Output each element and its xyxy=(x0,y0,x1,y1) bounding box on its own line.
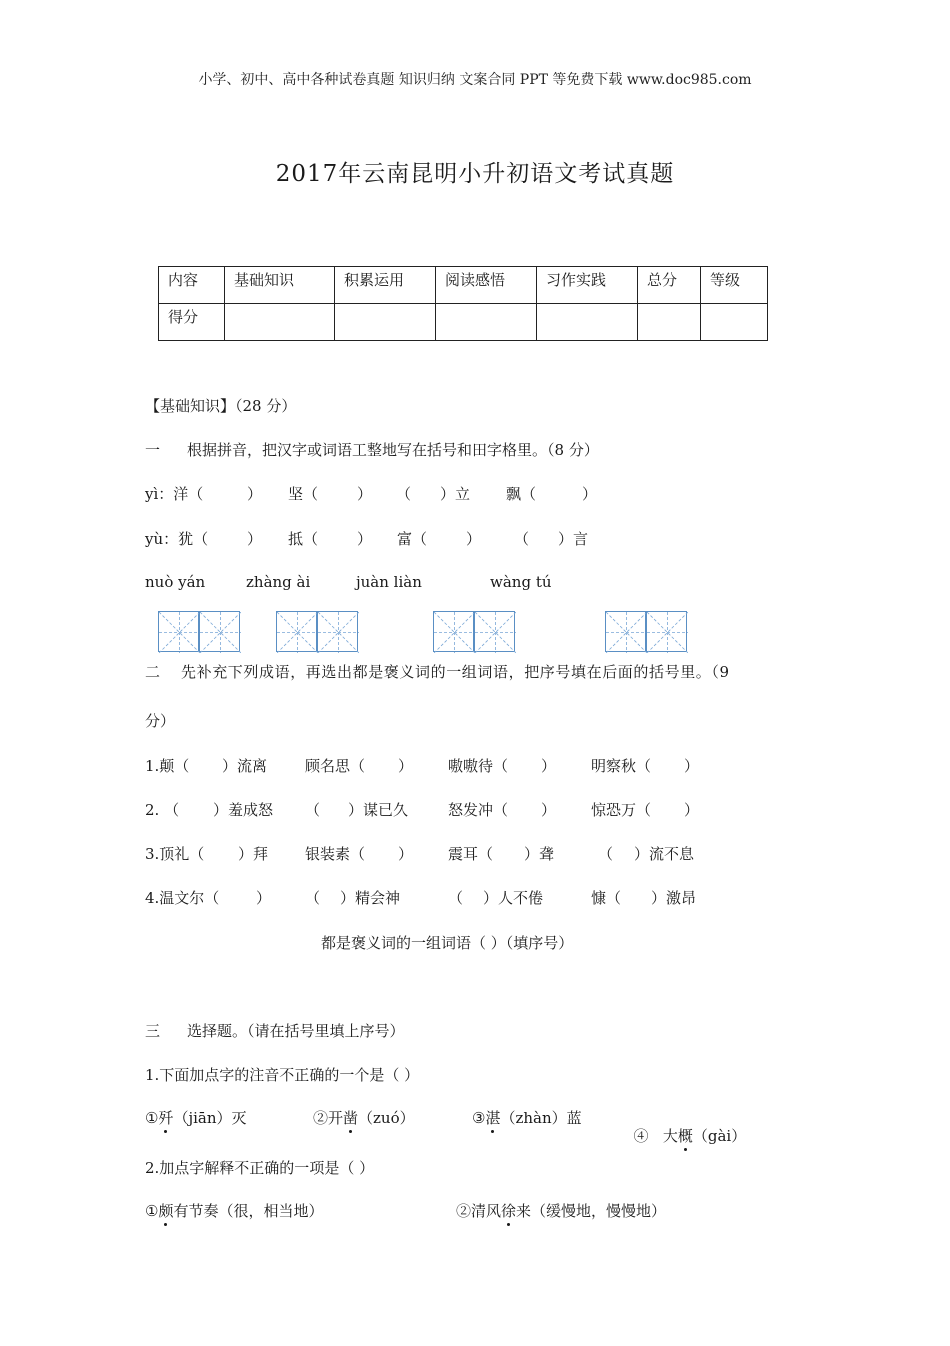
q2-part: ） xyxy=(256,889,272,907)
q3-sub1-option-2 xyxy=(313,1107,415,1128)
q1-yi-part: ） xyxy=(247,485,263,503)
q2-part: （ xyxy=(305,801,321,819)
option-marker: ① xyxy=(145,1109,159,1127)
q2-part: 震耳（ xyxy=(448,845,494,863)
option-text: （zhàn）蓝 xyxy=(500,1109,582,1127)
tianzige-cell[interactable] xyxy=(646,611,687,652)
score-cell[interactable] xyxy=(537,304,638,341)
tianzige-guide-icon xyxy=(434,612,475,653)
score-table-header-row xyxy=(159,267,768,304)
q1-yi-part: ） xyxy=(582,485,598,503)
q1-yi-part: ）立 xyxy=(440,485,471,503)
option-marker: ④ 大 xyxy=(633,1127,678,1145)
option-text: 来（缓慢地，慢慢地） xyxy=(516,1202,667,1220)
q1-yi-part: （ xyxy=(396,485,412,503)
q1-yi-part: 飘（ xyxy=(506,485,537,503)
q2-part: ）激昂 xyxy=(651,889,697,907)
tianzige-guide-icon xyxy=(159,612,200,653)
q3-instruction: 选择题。（请在括号里填上序号） xyxy=(187,1022,405,1040)
tianzige-guide-icon xyxy=(647,612,688,653)
q2-instruction-cont: 分） xyxy=(145,712,176,730)
q2-part: ） xyxy=(684,801,700,819)
score-table-header-cell: 习作实践 xyxy=(537,267,638,304)
score-cell[interactable] xyxy=(638,304,701,341)
q2-part: 怒发冲（ xyxy=(448,801,509,819)
option-text: （jiān）灭 xyxy=(173,1109,247,1127)
q1-yu-part: 抵（ xyxy=(288,530,319,548)
tianzige-cell[interactable] xyxy=(317,611,358,652)
score-table-header-cell: 内容 xyxy=(159,267,225,304)
q2-part: 惊恐万（ xyxy=(591,801,652,819)
score-table-header-cell: 积累运用 xyxy=(335,267,436,304)
q2-part: ）聋 xyxy=(524,845,555,863)
score-table xyxy=(158,266,768,341)
q3-sub1-option-1 xyxy=(145,1107,247,1128)
page-title: 2017年云南昆明小升初语文考试真题 xyxy=(275,161,675,187)
option-text: （zuó） xyxy=(358,1109,415,1127)
q1-yu-part: ） xyxy=(357,530,373,548)
q3-sub2-option-2 xyxy=(456,1200,666,1221)
tianzige-cell[interactable] xyxy=(276,611,317,652)
section-label: 【基础知识】（28 分） xyxy=(145,397,297,415)
q1-yi-part: yì：洋（ xyxy=(145,485,204,503)
q1-yu-part: ） xyxy=(466,530,482,548)
q2-part: （ xyxy=(598,845,614,863)
dotted-char: 歼 xyxy=(158,1109,174,1127)
q1-instruction: 根据拼音，把汉字或词语工整地写在括号和田字格里。（8 分） xyxy=(187,441,599,459)
tianzige-grid-row xyxy=(0,611,950,655)
q1-yi-part: 坚（ xyxy=(288,485,319,503)
tianzige-guide-icon xyxy=(318,612,359,653)
dotted-char: 概 xyxy=(677,1127,693,1145)
q2-part: 银装素（ xyxy=(305,845,366,863)
q2-part: 4.温文尔（ xyxy=(145,889,220,907)
q2-part: ） xyxy=(398,757,414,775)
q2-part: ）谋已久 xyxy=(348,801,409,819)
q2-part: （ xyxy=(305,889,321,907)
q2-part: ）流离 xyxy=(222,757,268,775)
score-table-header-cell: 等级 xyxy=(701,267,768,304)
option-marker: ③ xyxy=(472,1109,486,1127)
q2-part: ）羞成怒 xyxy=(213,801,274,819)
q1-yu-part: ）言 xyxy=(558,530,589,548)
q2-part: ）流不息 xyxy=(634,845,695,863)
option-marker: ① xyxy=(145,1202,159,1220)
option-marker: ②开 xyxy=(313,1109,344,1127)
option-marker: ②清风 xyxy=(456,1202,502,1220)
tianzige-guide-icon xyxy=(200,612,241,653)
tianzige-guide-icon xyxy=(475,612,516,653)
q2-part: （ xyxy=(448,889,464,907)
score-table-header-cell: 阅读感悟 xyxy=(436,267,537,304)
tianzige-cell[interactable] xyxy=(605,611,646,652)
q2-number: 二 xyxy=(145,663,161,681)
q1-pinyin: nuò yán xyxy=(145,573,206,591)
q1-number: 一 xyxy=(145,441,161,459)
header-site-line: 小学、初中、高中各种试卷真题 知识归纳 文案合同 PPT 等免费下载 www.doc985.com xyxy=(198,72,752,88)
q3-sub1-option-3 xyxy=(472,1107,582,1128)
option-text: 有节奏（很，相当地） xyxy=(173,1202,324,1220)
q2-part: 嗷嗷待（ xyxy=(448,757,509,775)
score-table-header-cell: 基础知识 xyxy=(225,267,335,304)
tianzige-cell[interactable] xyxy=(433,611,474,652)
q2-part: ） xyxy=(541,801,557,819)
q1-pinyin: wàng tú xyxy=(490,573,552,591)
score-cell[interactable] xyxy=(436,304,537,341)
tianzige-cell[interactable] xyxy=(158,611,199,652)
q3-sub2-question: 2.加点字解释不正确的一项是（ ） xyxy=(145,1159,375,1177)
q2-part: 慷（ xyxy=(591,889,622,907)
dotted-char: 徐 xyxy=(501,1202,517,1220)
q2-answer-line: 都是褒义词的一组词语（ ）（填序号） xyxy=(321,934,574,952)
q2-part: ） xyxy=(398,845,414,863)
q3-sub1-question: 1.下面加点字的注音不正确的一个是（ ） xyxy=(145,1066,420,1084)
dotted-char: 凿 xyxy=(343,1109,359,1127)
q2-instruction: 先补充下列成语，再选出都是褒义词的一组词语，把序号填在后面的括号里。（9 xyxy=(181,663,730,681)
q2-part: ）拜 xyxy=(238,845,269,863)
q2-part: ） xyxy=(684,757,700,775)
q2-part: ）人不倦 xyxy=(483,889,544,907)
score-table-score-row xyxy=(159,304,768,341)
q2-part: 3.顶礼（ xyxy=(145,845,205,863)
q1-pinyin: zhàng ài xyxy=(246,573,311,591)
q3-number: 三 xyxy=(145,1022,161,1040)
tianzige-guide-icon xyxy=(606,612,647,653)
q1-yu-part: （ xyxy=(514,530,530,548)
q3-sub2-option-1 xyxy=(145,1200,323,1221)
q2-part: ）精会神 xyxy=(340,889,401,907)
q1-yu-part: ） xyxy=(247,530,263,548)
q2-part: ） xyxy=(541,757,557,775)
q2-part: 2. （ xyxy=(145,801,180,819)
dotted-char: 湛 xyxy=(485,1109,501,1127)
q1-yu-part: yù：犹（ xyxy=(145,530,209,548)
tianzige-cell[interactable] xyxy=(474,611,515,652)
tianzige-guide-icon xyxy=(277,612,318,653)
tianzige-cell[interactable] xyxy=(199,611,240,652)
dotted-char: 颇 xyxy=(158,1202,174,1220)
q2-part: 明察秋（ xyxy=(591,757,652,775)
score-table-header-cell: 总分 xyxy=(638,267,701,304)
score-cell[interactable] xyxy=(701,304,768,341)
q1-yi-part: ） xyxy=(357,485,373,503)
score-cell[interactable] xyxy=(225,304,335,341)
q2-part: 1.颠（ xyxy=(145,757,190,775)
q1-pinyin: juàn liàn xyxy=(356,573,422,591)
q1-yu-part: 富（ xyxy=(397,530,428,548)
q3-sub1-option-4 xyxy=(624,1107,746,1146)
q2-part: 顾名思（ xyxy=(305,757,366,775)
score-cell[interactable] xyxy=(335,304,436,341)
option-text: （gài） xyxy=(692,1127,747,1145)
score-row-label: 得分 xyxy=(159,304,225,341)
